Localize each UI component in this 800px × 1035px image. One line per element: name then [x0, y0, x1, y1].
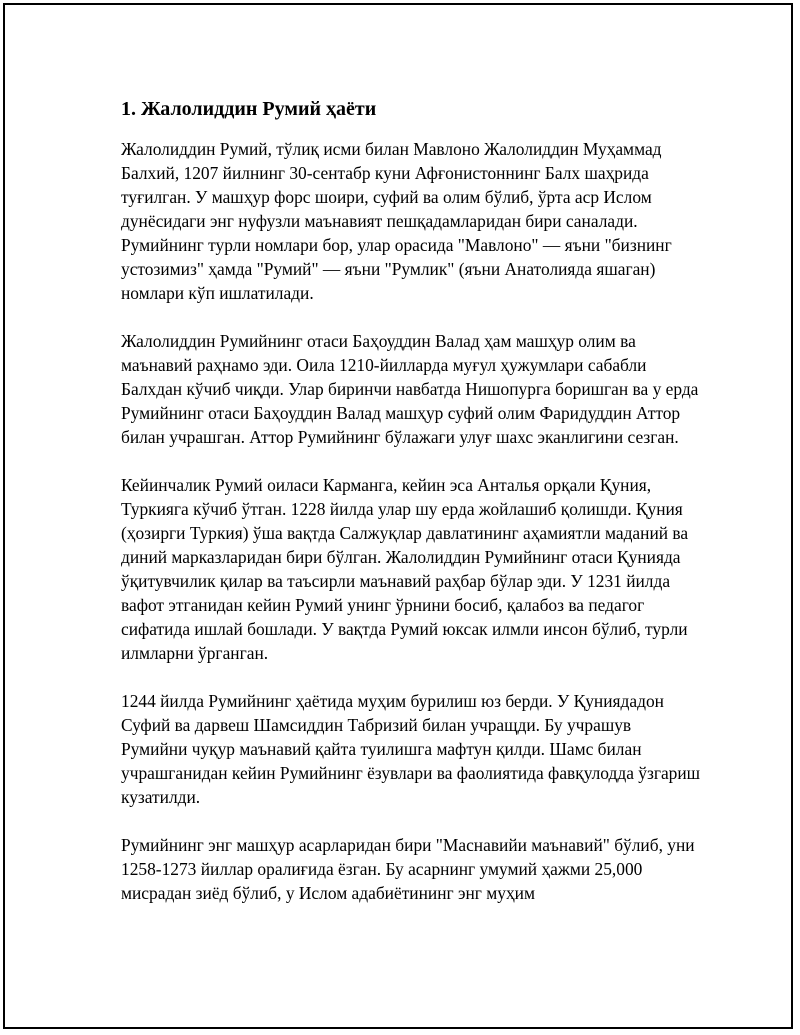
paragraph-5: Румийнинг энг машҳур асарларидан бири "Маснавийи маънавий" бўлиб, уни 1258-1273 йиллар оралиғида ёзган. Бу асарнинг умумий ҳажми 25,000 мисрадан зиёд бўлиб, у Ислом адабиётининг энг муҳим [121, 835, 695, 903]
document-body [121, 95, 701, 929]
section-heading: 1. Жалолиддин Румий ҳаёти [121, 98, 377, 120]
paragraph-4: 1244 йилда Румийнинг ҳаётида муҳим бурилиш юз берди. У Қуниядадон Суфий ва дарвеш Шамсиддин Табризий билан учращди. Бу учрашув Румийни чуқур маънавий қайта туилишга мафтун қилди. Шамс билан учрашганидан кейин Румийнинг ёзувлари ва фаолиятида фавқулодда ўзгариш кузатилди. [121, 691, 701, 807]
paragraph-3: Кейинчалик Румий оиласи Карманга, кейин эса Анталья орқали Қуния, Туркияга кўчиб ўтган. 1228 йилда улар шу ерда жойлашиб қолишди. Қуния (ҳозирги Туркия) ўша вақтда Салжуқлар давлатининг аҳамиятли маданий ва диний марказларидан бири бўлган. Жалолиддин Румийнинг отаси Қунияда ўқитувчилик қилар ва таъсирли маънавий раҳбар бўлар эди. У 1231 йилда вафот этганидан кейин Румий унинг ўрнини босиб, қалабоз ва педагог сифатида ишлай бошлади. У вақтда Румий юксак илмли инсон бўлиб, турли илмларни ўрганган. [121, 475, 689, 663]
paragraph-2: Жалолиддин Румийнинг отаси Баҳоуддин Валад ҳам машҳур олим ва маънавий раҳнамо эди. Оила 1210-йилларда муғул ҳужумлари сабабли Балхдан кўчиб чиқди. Улар биринчи навбатда Нишопурга боришган ва у ерда Румийнинг отаси Баҳоуддин Валад машҳур суфий олим Фаридуддин Аттор билан учрашган. Аттор Румийнинг бўлажаги улуғ шахс эканлигини сезган. [121, 331, 699, 447]
paragraph-1: Жалолиддин Румий, тўлиқ исми билан Мавлоно Жалолиддин Муҳаммад Балхий, 1207 йилнинг 30-сентабр куни Афғонистоннинг Балх шаҳрида туғилган. У машҳур форс шоири, суфий ва олим бўлиб, ўрта аср Ислом дунёсидаги энг нуфузли маънавият пешқадамларидан бири саналади. Румийнинг турли номлари бор, улар орасида "Мавлоно" — яъни "бизнинг устозимиз" ҳамда "Румий" — яъни "Румлик" (яъни Анатолияда яшаган) номлари кўп ишлатилади. [121, 139, 672, 303]
document-page [3, 3, 793, 1029]
